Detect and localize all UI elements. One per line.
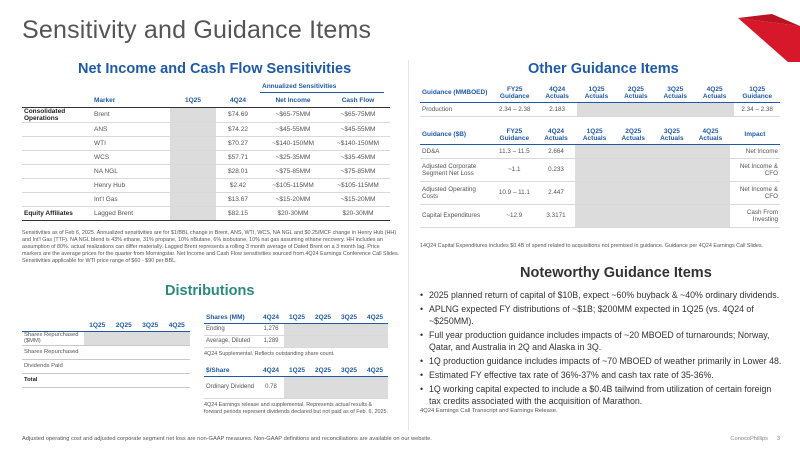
shares-col-label: Shares (MM)	[204, 312, 258, 323]
cell-actual	[653, 204, 692, 227]
dist-col-2q25: 2Q25	[111, 320, 138, 331]
cell-actual	[575, 181, 614, 204]
table-row	[22, 192, 390, 206]
dividend-table	[204, 365, 388, 399]
cell-actual	[575, 204, 614, 227]
dist-col-4q25: 4Q25	[164, 320, 191, 331]
list-item: • APLNG expected FY distributions of ~$1B; $200MM expected in 1Q25 (vs. 4Q24 of ~$250MM).	[420, 304, 782, 328]
cell-actual	[691, 181, 730, 204]
row-label: Shares Repurchased ($MM)	[22, 331, 84, 345]
page-number: 3	[776, 436, 780, 442]
table-row	[420, 158, 780, 181]
cell-marker: Int'l Gas	[92, 192, 170, 206]
cell-marker: WCS	[92, 150, 170, 164]
shares-col-1q25: 1Q25	[284, 312, 310, 323]
col-cash-flow: Cash Flow	[326, 94, 390, 107]
distributions-table	[22, 320, 190, 388]
cell-net-income: ~$105-115MM	[260, 178, 326, 192]
footer-note: Adjusted operating cost and adjusted corporate segment net loss are non-GAAP measures. Non-GAAP definitions and reconciliations are available on our website.	[22, 436, 432, 442]
sensitivities-title: Net Income and Cash Flow Sensitivities	[78, 61, 352, 77]
noteworthy-list	[420, 290, 782, 410]
row-label: Adjusted Operating Costs	[420, 181, 492, 204]
cell-actual	[575, 144, 614, 158]
cell-net-income: ~$25-35MM	[260, 150, 326, 164]
cell-marker: ANS	[92, 122, 170, 136]
cell-4q24: 0.233	[537, 158, 576, 181]
cell-4q24: $57.71	[216, 150, 260, 164]
cell-marker: NA NGL	[92, 164, 170, 178]
cell-1q25	[170, 164, 216, 178]
header-cell: 1Q25 Guidance	[734, 84, 780, 102]
cell-actual	[614, 204, 653, 227]
table-row	[204, 376, 388, 398]
noteworthy-title: Noteworthy Guidance Items	[520, 265, 712, 281]
dist-col-1q25: 1Q25	[84, 320, 111, 331]
table-row	[22, 178, 390, 192]
row-label	[22, 150, 92, 164]
cell-impact: Net Income	[730, 144, 780, 158]
table-row	[204, 335, 388, 347]
row-label: Shares Repurchased	[22, 345, 84, 359]
cell-net-income: ~$75-85MM	[260, 164, 326, 178]
cell-4q24: 3.3171	[537, 204, 576, 227]
cell-actual	[653, 158, 692, 181]
cell-cash-flow: ~$15-20MM	[326, 192, 390, 206]
cell-net-income: $20-30MM	[260, 206, 326, 220]
cell-marker: Brent	[92, 107, 170, 122]
header-cell: FY25 Guidance	[492, 84, 537, 102]
list-item: • 1Q production guidance includes impacts of ~70 MBOED of weather primarily in Lower 48.	[420, 356, 782, 368]
cell-1q25	[170, 192, 216, 206]
cell-4q24: $13.67	[216, 192, 260, 206]
header-cell: Guidance ($B)	[420, 126, 492, 144]
cell-1q25	[170, 107, 216, 122]
shares-col-3q25: 3Q25	[336, 312, 362, 323]
cell-impact: Cash From Investing	[730, 204, 780, 227]
table-row	[22, 136, 390, 150]
row-label: Adjusted Corporate Segment Net Loss	[420, 158, 492, 181]
financial-guidance-table	[420, 126, 780, 228]
list-item: • 1Q working capital expected to include a $0.4B tailwind from utilization of certain foreign tax credits associated with the acquisition of Marathon.	[420, 384, 782, 408]
cell-actual	[653, 144, 692, 158]
cell-1q25	[170, 206, 216, 220]
cell-cash-flow: ~$140-150MM	[326, 136, 390, 150]
table-row	[420, 144, 780, 158]
header-cell: Guidance (MMBOED)	[420, 84, 492, 102]
table-row	[22, 373, 190, 387]
cell-4q24: $82.15	[216, 206, 260, 220]
cell-cash-flow: ~$65-75MM	[326, 107, 390, 122]
row-label	[22, 192, 92, 206]
list-item: • Full year production guidance includes impacts of ~20 MBOED of turnarounds; Norway, Qatar, and Australia in 2Q and Alaska in 3Q.	[420, 330, 782, 354]
table-row	[22, 164, 390, 178]
cell-1q25	[170, 178, 216, 192]
group-header-rule	[260, 92, 384, 93]
cell-4q24: 2.183	[537, 102, 576, 116]
cell-net-income: ~$65-75MM	[260, 107, 326, 122]
cell-actual	[614, 144, 653, 158]
shares-col-4q25: 4Q25	[362, 312, 388, 323]
cell-actual	[691, 158, 730, 181]
row-label: Ending	[204, 323, 258, 335]
row-label	[22, 122, 92, 136]
col-net-income: Net Income	[260, 94, 326, 107]
header-cell: 4Q24 Actuals	[537, 84, 576, 102]
table-row	[22, 345, 190, 359]
table-row	[420, 102, 780, 116]
header-cell: 3Q25 Actuals	[656, 84, 695, 102]
table-row	[22, 359, 190, 373]
cell-actual	[614, 181, 653, 204]
cell-4q24: $74.69	[216, 107, 260, 122]
shares-col-2q25: 2Q25	[310, 312, 336, 323]
cell-actual	[653, 181, 692, 204]
row-label	[22, 164, 92, 178]
cell-marker: Henry Hub	[92, 178, 170, 192]
table-row	[22, 206, 390, 220]
cell-4q24: 1,289	[258, 335, 284, 347]
row-label: Capital Expenditures	[420, 204, 492, 227]
cell-actual	[691, 204, 730, 227]
div-col-2q25: 2Q25	[310, 365, 336, 376]
cell-fy25: ~12.9	[492, 204, 537, 227]
table-row	[22, 150, 390, 164]
page-title: Sensitivity and Guidance Items	[22, 16, 372, 44]
cell-net-income: ~$140-150MM	[260, 136, 326, 150]
header-cell: 4Q25 Actuals	[691, 126, 730, 144]
cell-cash-flow: ~$75-85MM	[326, 164, 390, 178]
col-4q24: 4Q24	[216, 94, 260, 107]
row-label: Equity Affiliates	[22, 206, 92, 220]
cell-4q24: 2.664	[537, 144, 576, 158]
company-logo	[728, 0, 800, 62]
cell-actual	[614, 158, 653, 181]
col-marker: Marker	[92, 94, 170, 107]
cell-1q25-guidance: 2.34 – 2.38	[734, 102, 780, 116]
cell-cash-flow: $20-30MM	[326, 206, 390, 220]
header-cell: 1Q25 Actuals	[575, 126, 614, 144]
dist-col-3q25: 3Q25	[137, 320, 164, 331]
cell-fy25: ~1.1	[492, 158, 537, 181]
cell-4q24: $28.01	[216, 164, 260, 178]
row-label: Consolidated Operations	[22, 107, 92, 122]
table-row	[22, 107, 390, 122]
table-row	[420, 204, 780, 227]
cell-marker: WTI	[92, 136, 170, 150]
cell-1q25	[170, 136, 216, 150]
column-divider	[408, 60, 409, 430]
cell-cash-flow: ~$45-55MM	[326, 122, 390, 136]
cell-cash-flow: ~$105-115MM	[326, 178, 390, 192]
header-cell: 3Q25 Actuals	[653, 126, 692, 144]
table-row	[22, 122, 390, 136]
div-col-4q24: 4Q24	[258, 365, 284, 376]
row-label	[22, 178, 92, 192]
header-cell: 4Q24 Actuals	[537, 126, 576, 144]
table-row	[420, 181, 780, 204]
sensitivities-table	[22, 94, 390, 221]
header-cell: 1Q25 Actuals	[577, 84, 616, 102]
distributions-title: Distributions	[165, 283, 255, 299]
cell-4q24: $2.42	[216, 178, 260, 192]
header-cell: Impact	[730, 126, 780, 144]
table-row	[204, 323, 388, 335]
header-cell: FY25 Guidance	[492, 126, 537, 144]
div-col-label: $/Share	[204, 365, 258, 376]
dividend-note: 4Q24 Earnings release and supplemental. Represents actual results & forward periods represent dividends declared but not paid as of Feb. 6, 2025.	[204, 402, 388, 415]
cell-4q24: $70.27	[216, 136, 260, 150]
header-cell: 4Q25 Actuals	[695, 84, 734, 102]
row-label: Ordinary Dividend	[204, 376, 258, 398]
sensitivities-note: Sensitivities as of Feb 6, 2025. Annualized sensitivities are for $1/BBL change in Brent, ANS, WTI, WCS, NA NGL and $0.25/MCF change in Henry Hub (HH) and Int'l Gas (TTF). NA NGL blend is 43% ethane, 31% propane, 10% nButane, 6% isobutane, 10% nat gas assuming ethane recovery. HH includes an assumption of 80%. actual realizations can differ materially. Lagged Brent represents a rolling 3 month average of Dated Brent on a 3 month lag. Price markers are the average prices for the quarter from Morningstar. Net Income and Cash Flow sensitivities sourced from 4Q24 Earnings Conference Call Slides. Sensitivities applicable for WTI price range of $60 - $90 per BBL.	[22, 230, 400, 264]
cell-1q25	[170, 150, 216, 164]
cell-fy25: 10.9 – 11.1	[492, 181, 537, 204]
cell-4q24: 1,276	[258, 323, 284, 335]
annualized-sensitivities-header: Annualized Sensitivities	[262, 83, 337, 90]
cell-net-income: ~$45-55MM	[260, 122, 326, 136]
cell-fy25: 2.34 – 2.38	[492, 102, 537, 116]
header-cell: 2Q25 Actuals	[614, 126, 653, 144]
cell-cash-flow: ~$35-45MM	[326, 150, 390, 164]
row-label: Average, Diluted	[204, 335, 258, 347]
cell-4q24: 0.78	[258, 376, 284, 398]
cell-4q24: 2.447	[537, 181, 576, 204]
shares-col-4q24: 4Q24	[258, 312, 284, 323]
header-cell: 2Q25 Actuals	[616, 84, 655, 102]
div-col-4q25: 4Q25	[362, 365, 388, 376]
row-label: Total	[22, 373, 84, 387]
list-item: • Estimated FY effective tax rate of 36%-37% and cash tax rate of 35-36%.	[420, 370, 782, 382]
cell-4q24: $74.22	[216, 122, 260, 136]
other-guidance-title: Other Guidance Items	[528, 61, 679, 77]
list-item: • 2025 planned return of capital of $10B, expect ~60% buyback & ~40% ordinary dividends.	[420, 290, 782, 302]
shares-note: 4Q24 Supplemental. Reflects outstanding share count.	[204, 351, 335, 357]
cell-impact: Net Income & CFO	[730, 158, 780, 181]
cell-marker: Lagged Brent	[92, 206, 170, 220]
cell-1q25	[170, 122, 216, 136]
cell-fy25: 11.3 – 11.5	[492, 144, 537, 158]
shares-table	[204, 312, 388, 348]
cell-actual	[691, 144, 730, 158]
cell-actual	[575, 158, 614, 181]
row-label: Production	[420, 102, 492, 116]
cell-impact: Net Income & CFO	[730, 181, 780, 204]
table-row	[22, 331, 190, 345]
noteworthy-source: 4Q24 Earnings Call Transcript and Earnings Release.	[420, 408, 558, 414]
div-col-1q25: 1Q25	[284, 365, 310, 376]
row-label	[22, 136, 92, 150]
row-label: DD&A	[420, 144, 492, 158]
row-label: Dividends Paid	[22, 359, 84, 373]
col-1q25: 1Q25	[170, 94, 216, 107]
cell-net-income: ~$15-20MM	[260, 192, 326, 206]
production-guidance-table	[420, 84, 780, 117]
other-guidance-note: 14Q24 Capital Expenditures includes $0.4B of spend related to acquisitions not premised in guidance. Guidance per 4Q24 Earnings Call Slides.	[420, 243, 764, 249]
brand-name: ConocoPhillips	[730, 436, 768, 442]
div-col-3q25: 3Q25	[336, 365, 362, 376]
